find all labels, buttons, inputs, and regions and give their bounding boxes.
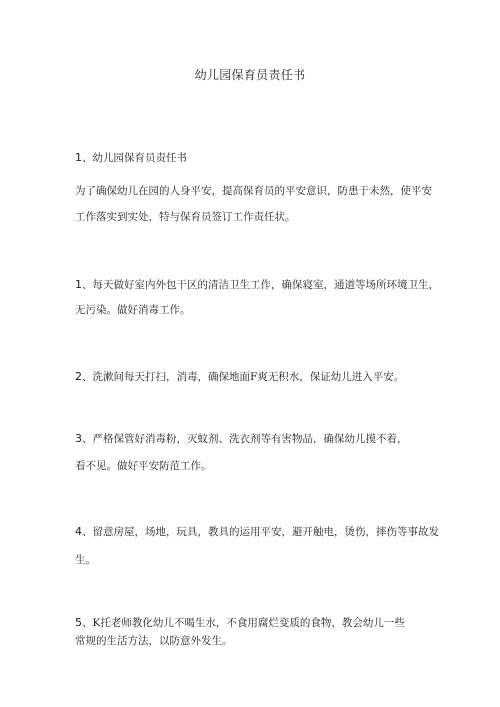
item-number: 2 — [75, 370, 82, 383]
line-text: 、幼儿园保育员责任书 — [82, 152, 187, 164]
document-title: 幼儿园保育员责任书 — [194, 68, 306, 82]
list-item — [75, 370, 465, 384]
line-text: 、洗漱间每天打扫，消毒，确保地面F爽无积水，保证幼儿进入平安。 — [82, 371, 405, 383]
line-text: 、严格保管好消毒粉，灭蚊剂、洗衣剂等有害物品，确保幼儿摸不着， — [82, 433, 408, 445]
line-text: 生。 — [75, 554, 96, 566]
paragraph-line — [75, 184, 465, 198]
line-text: 工作落实到实处，特与保育员签订工作责任状。 — [75, 211, 296, 223]
list-item — [75, 525, 465, 539]
list-item — [75, 616, 465, 630]
line-text: 无污染。做好消毒工作。 — [75, 304, 191, 316]
paragraph-line — [75, 210, 465, 224]
paragraph-line — [75, 303, 465, 317]
item-number: 3 — [75, 432, 82, 445]
list-item — [75, 432, 465, 446]
section-heading — [75, 151, 465, 165]
item-number: 4 — [75, 525, 82, 538]
list-item — [75, 278, 465, 292]
line-text: 为了确保幼儿在园的人身平安，提高保育员的平安意识，防患于未然，使平安 — [75, 185, 432, 197]
item-number: 5 — [75, 616, 82, 629]
line-text: 看不见。做好平安防范工作。 — [75, 460, 212, 472]
line-text: 、留意房屋，场地，玩具，教具的运用平安，避开触电，烫伤，摔伤等事故发 — [82, 526, 439, 538]
line-text: 、K托老师教化幼儿不喝生水，不食用腐烂变质的食物，教会幼儿一些 — [82, 617, 405, 629]
item-number: 1 — [75, 151, 82, 164]
item-number: 1 — [75, 278, 82, 291]
paragraph-line — [75, 459, 465, 473]
paragraph-line — [75, 553, 465, 567]
paragraph-line — [75, 634, 465, 648]
line-text: 常规的生活方法，以防意外发生。 — [75, 635, 233, 647]
line-text: 、每天做好室内外包干区的清洁卫生工作，确保寝室，通道等场所环境卫生， — [82, 279, 439, 291]
